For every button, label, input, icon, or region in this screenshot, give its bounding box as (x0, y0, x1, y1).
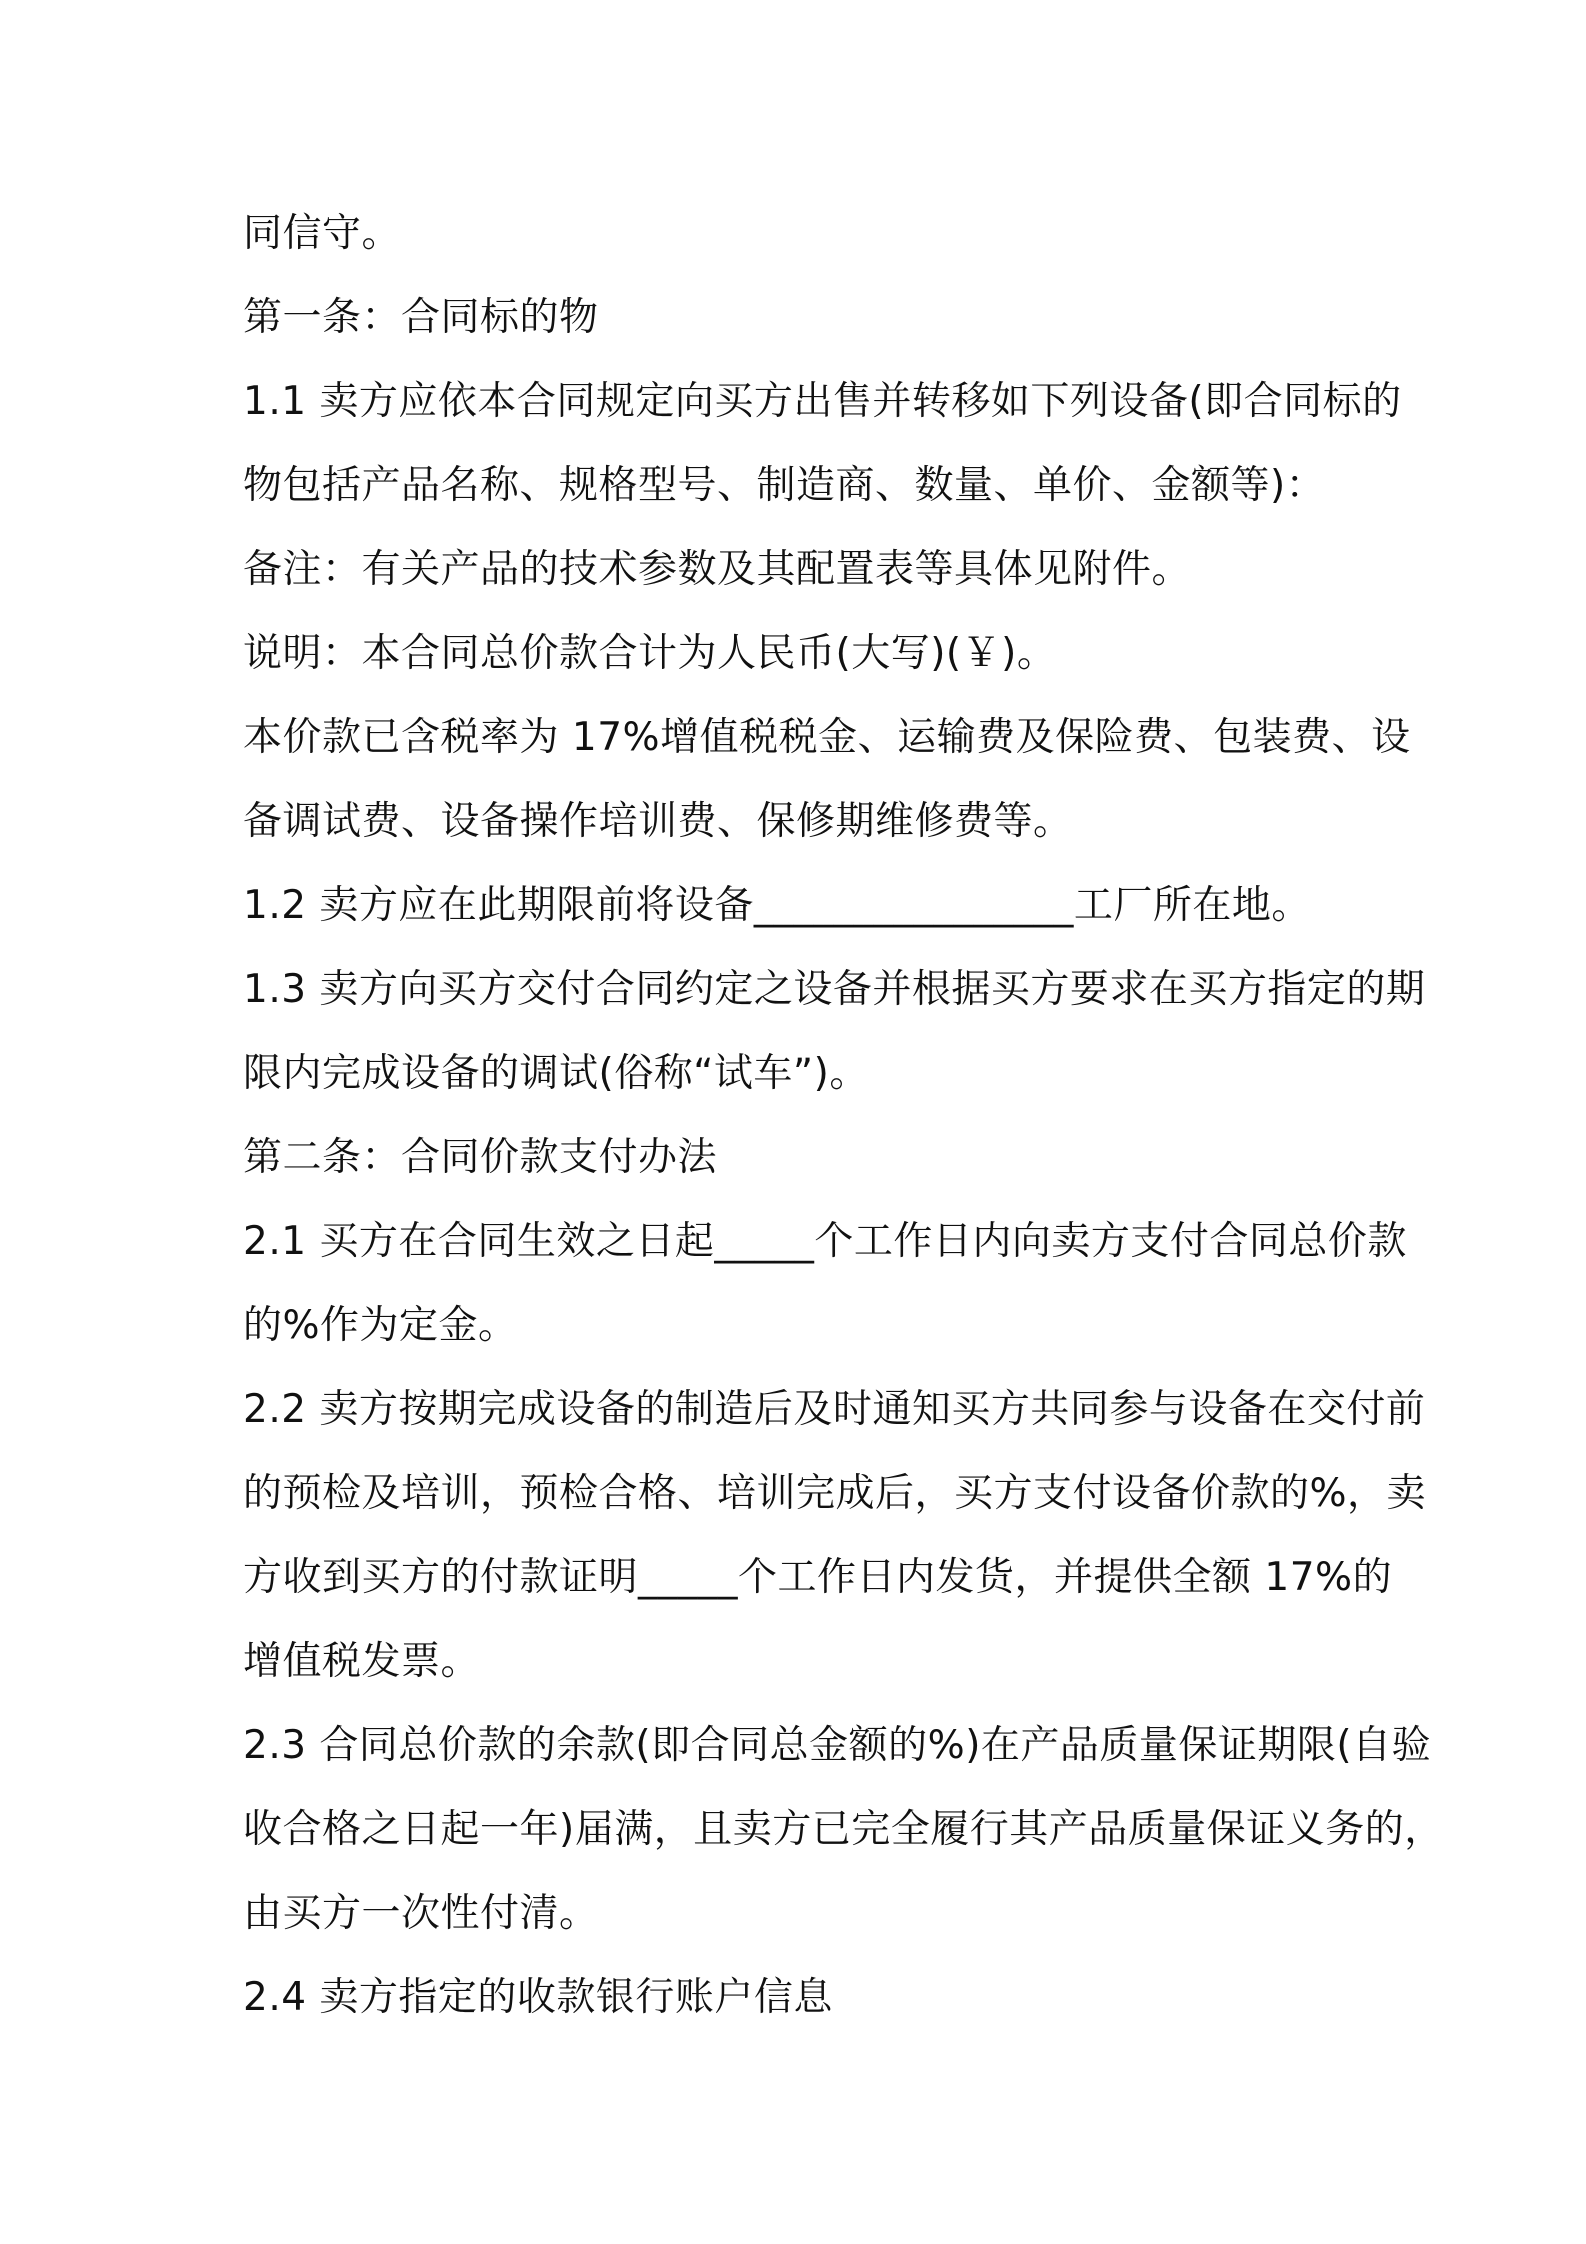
clause-1-3-line-1: 1.3 卖方向买方交付合同约定之设备并根据买方要求在买方指定的期 (243, 967, 1426, 1012)
clause-1-3-line-2: 限内完成设备的调试(俗称“试车”)。 (243, 1051, 869, 1096)
clause-2-4: 2.4 卖方指定的收款银行账户信息 (243, 1975, 833, 2020)
clause-2-3-line-1: 2.3 合同总价款的余款(即合同总金额的%)在产品质量保证期限(自验 (243, 1723, 1432, 1768)
remark-line: 备注：有关产品的技术参数及其配置表等具体见附件。 (243, 547, 1192, 592)
text-line-continuation: 同信守。 (243, 211, 402, 256)
clause-1-1-line-2: 物包括产品名称、规格型号、制造商、数量、单价、金额等)： (243, 463, 1326, 508)
clause-2-2-line-4: 增值税发票。 (243, 1639, 481, 1684)
price-inclusion-line-1: 本价款已含税率为 17%增值税税金、运输费及保险费、包装费、设 (243, 715, 1411, 760)
clause-2-3-line-3: 由买方一次性付清。 (243, 1891, 599, 1936)
contract-body (243, 192, 1444, 2040)
clause-2-2-line-3: 方收到买方的付款证明_____个工作日内发货，并提供全额 17%的 (243, 1555, 1393, 1600)
article-2-heading: 第二条：合同价款支付办法 (243, 1135, 718, 1180)
clause-1-1-line-1: 1.1 卖方应依本合同规定向买方出售并转移如下列设备(即合同标的 (243, 379, 1402, 424)
clause-2-1-line-2: 的%作为定金。 (243, 1303, 518, 1348)
explanation-line: 说明：本合同总价款合计为人民币(大写)(￥)。 (243, 631, 1057, 676)
clause-2-2-line-1: 2.2 卖方按期完成设备的制造后及时通知买方共同参与设备在交付前 (243, 1387, 1426, 1432)
clause-2-2-line-2: 的预检及培训，预检合格、培训完成后，买方支付设备价款的%，卖 (243, 1471, 1427, 1516)
clause-2-1-line-1: 2.1 买方在合同生效之日起_____个工作日内向卖方支付合同总价款 (243, 1219, 1407, 1264)
article-1-heading: 第一条：合同标的物 (243, 295, 599, 340)
clause-1-2: 1.2 卖方应在此期限前将设备________________工厂所在地。 (243, 883, 1311, 928)
price-inclusion-line-2: 备调试费、设备操作培训费、保修期维修费等。 (243, 799, 1073, 844)
clause-2-3-line-2: 收合格之日起一年)届满，且卖方已完全履行其产品质量保证义务的， (243, 1807, 1444, 1852)
